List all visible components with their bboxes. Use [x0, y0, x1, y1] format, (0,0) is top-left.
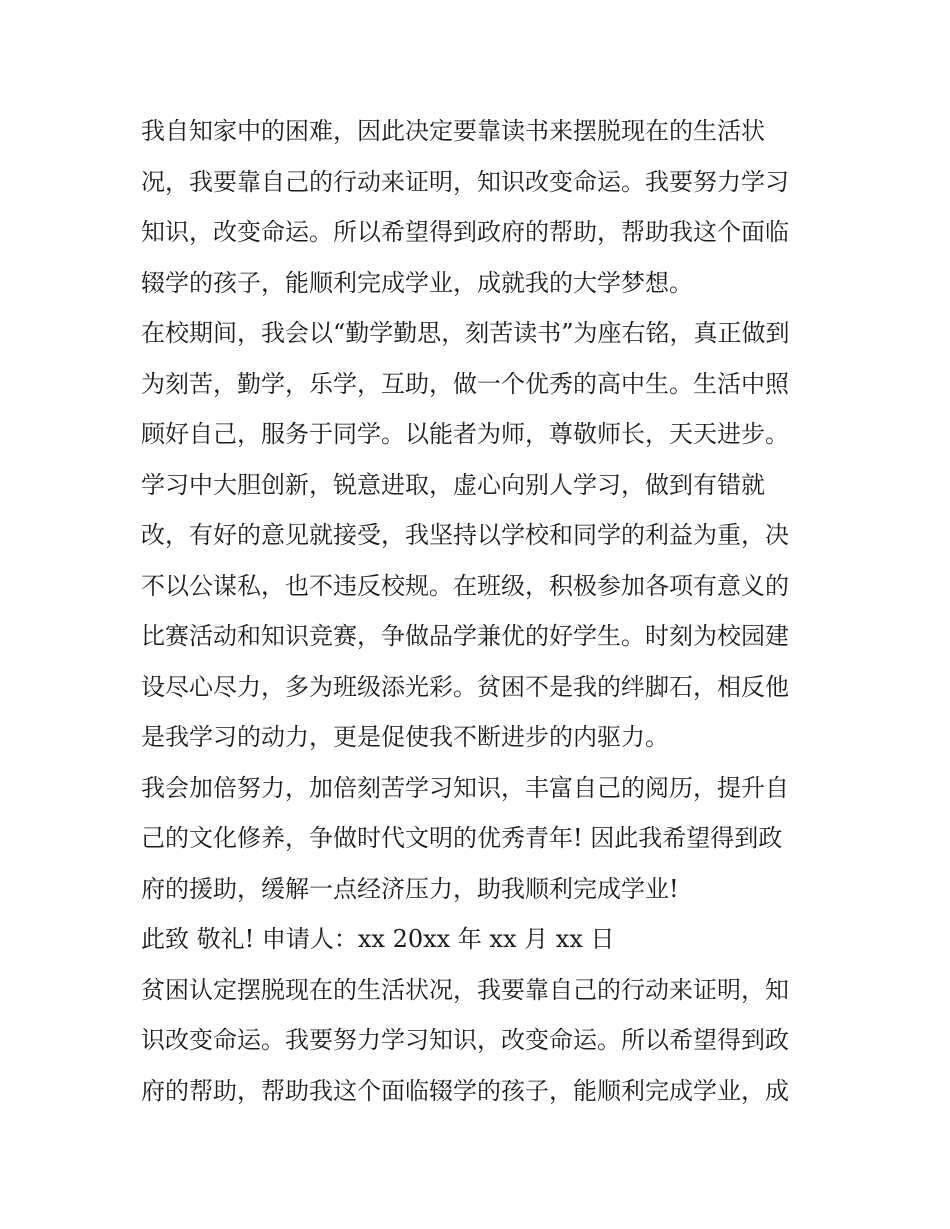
body-line: 己的文化修养，争做时代文明的优秀青年! 因此我希望得到政 — [141, 824, 783, 852]
body-line: 学习中大胆创新，锐意进取，虚心向别人学习，做到有错就 — [141, 470, 765, 499]
body-line: 比赛活动和知识竞赛，争做品学兼优的好学生。时刻为校园建 — [141, 622, 789, 650]
body-line: 改，有好的意见就接受，我坚持以学校和同学的利益为重，决 — [141, 521, 789, 549]
body-line: 府的援助，缓解一点经济压力，助我顺利完成学业! — [141, 874, 679, 903]
body-line: 况，我要靠自己的行动来证明，知识改变命运。我要努力学习 — [141, 167, 789, 196]
body-line: 顾好自己，服务于同学。以能者为师，尊敬师长，天天进步。 — [141, 420, 789, 448]
body-line: 设尽心尽力，多为班级添光彩。贫困不是我的绊脚石，相反他 — [141, 672, 789, 701]
body-line: 不以公谋私，也不违反校规。在班级，积极参加各项有意义的 — [141, 571, 789, 600]
body-line: 贫困认定摆脱现在的生活状况，我要靠自己的行动来证明，知 — [141, 975, 789, 1004]
document-body — [141, 106, 821, 1116]
body-line: 在校期间，我会以“勤学勤思，刻苦读书”为座右铭，真正做到 — [141, 319, 790, 347]
signature-line: 此致 敬礼! 申请人：xx 20xx 年 xx 月 xx 日 — [141, 925, 615, 953]
body-line: 我自知家中的困难，因此决定要靠读书来摆脱现在的生活状 — [141, 117, 765, 145]
body-line: 识改变命运。我要努力学习知识，改变命运。所以希望得到政 — [141, 1026, 789, 1054]
body-line: 知识，改变命运。所以希望得到政府的帮助，帮助我这个面临 — [141, 218, 789, 246]
body-line: 为刻苦，勤学，乐学，互助，做一个优秀的高中生。生活中照 — [141, 369, 789, 398]
body-line: 我会加倍努力，加倍刻苦学习知识，丰富自己的阅历，提升自 — [141, 773, 789, 802]
body-line: 是我学习的动力，更是促使我不断进步的内驱力。 — [141, 723, 669, 751]
body-line: 辍学的孩子，能顺利完成学业，成就我的大学梦想。 — [141, 268, 693, 297]
body-line: 府的帮助，帮助我这个面临辍学的孩子，能顺利完成学业，成 — [141, 1076, 789, 1105]
